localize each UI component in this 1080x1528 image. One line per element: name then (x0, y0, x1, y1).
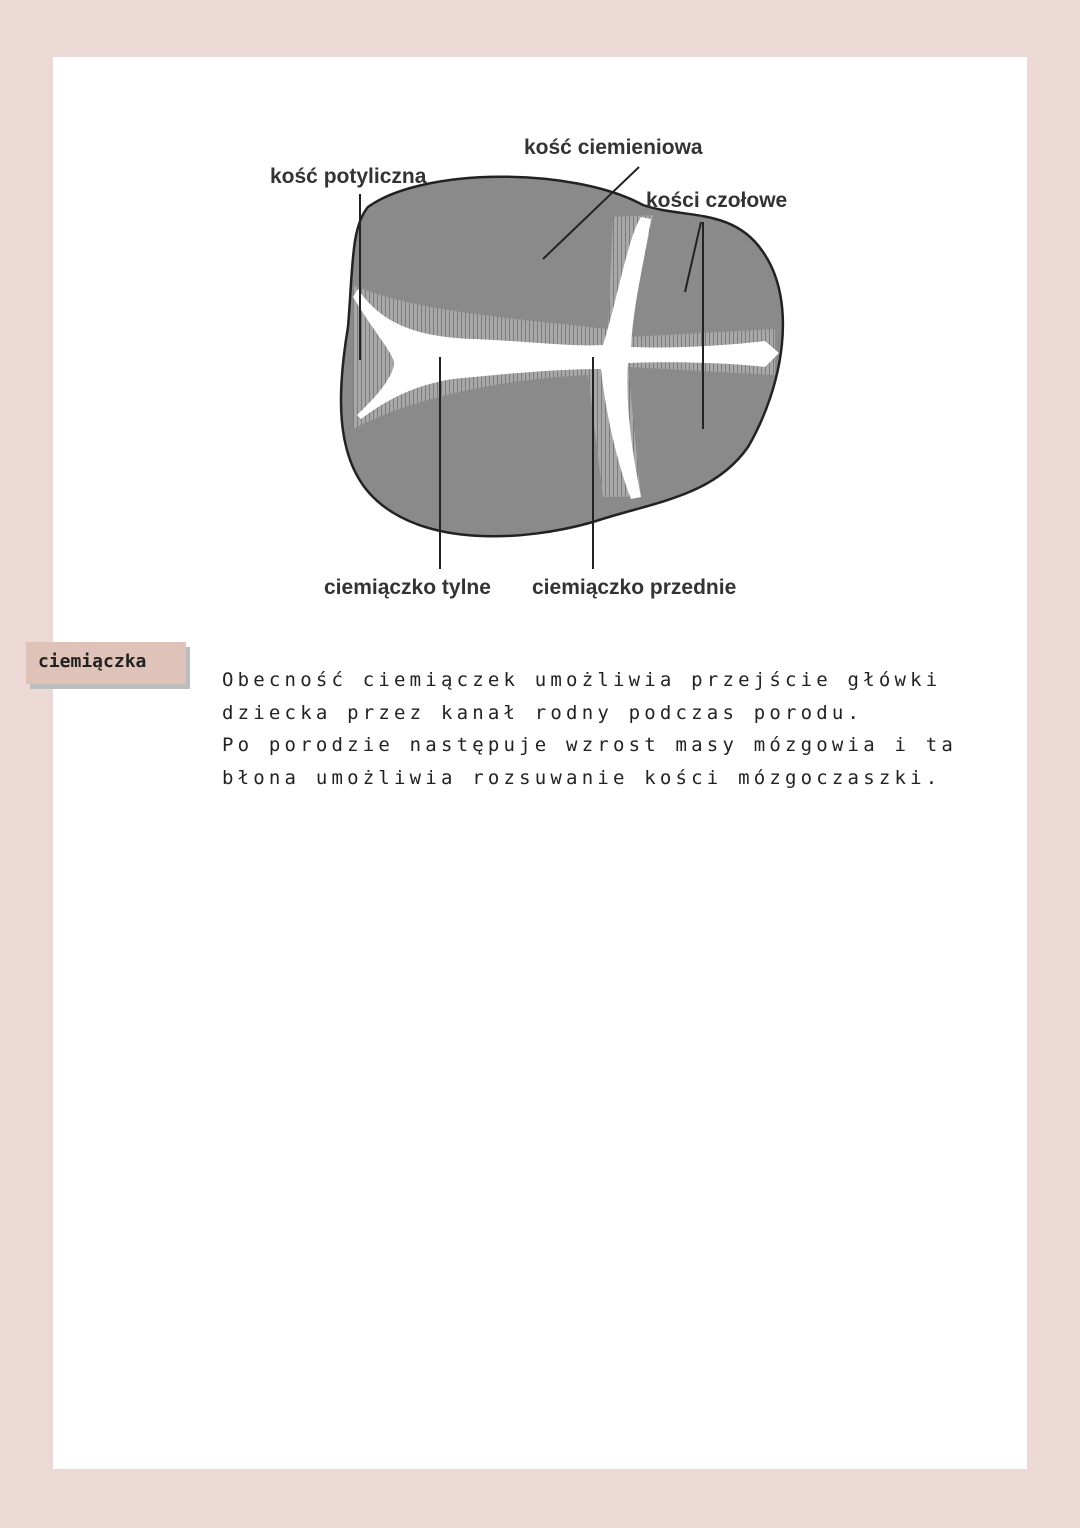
topic-tag: ciemiączka (26, 642, 186, 684)
label-occipital-bone: kość potyliczna (270, 165, 427, 188)
note-paragraph-2: Po porodzie następuje wzrost masy mózgowia i ta błona umożliwia rozsuwanie kości mózgoczaszki. (222, 734, 958, 789)
label-frontal-bones: kości czołowe (646, 189, 788, 212)
note-paragraph-1: Obecność ciemiączek umożliwia przejście główki dziecka przez kanał rodny podczas porodu. (222, 669, 942, 724)
label-posterior-fontanelle: ciemiączko tylne (324, 576, 491, 599)
label-parietal-bone: kość ciemieniowa (524, 136, 703, 159)
skull-diagram (53, 57, 1027, 637)
label-anterior-fontanelle: ciemiączko przednie (532, 576, 737, 599)
note-text (222, 664, 982, 794)
